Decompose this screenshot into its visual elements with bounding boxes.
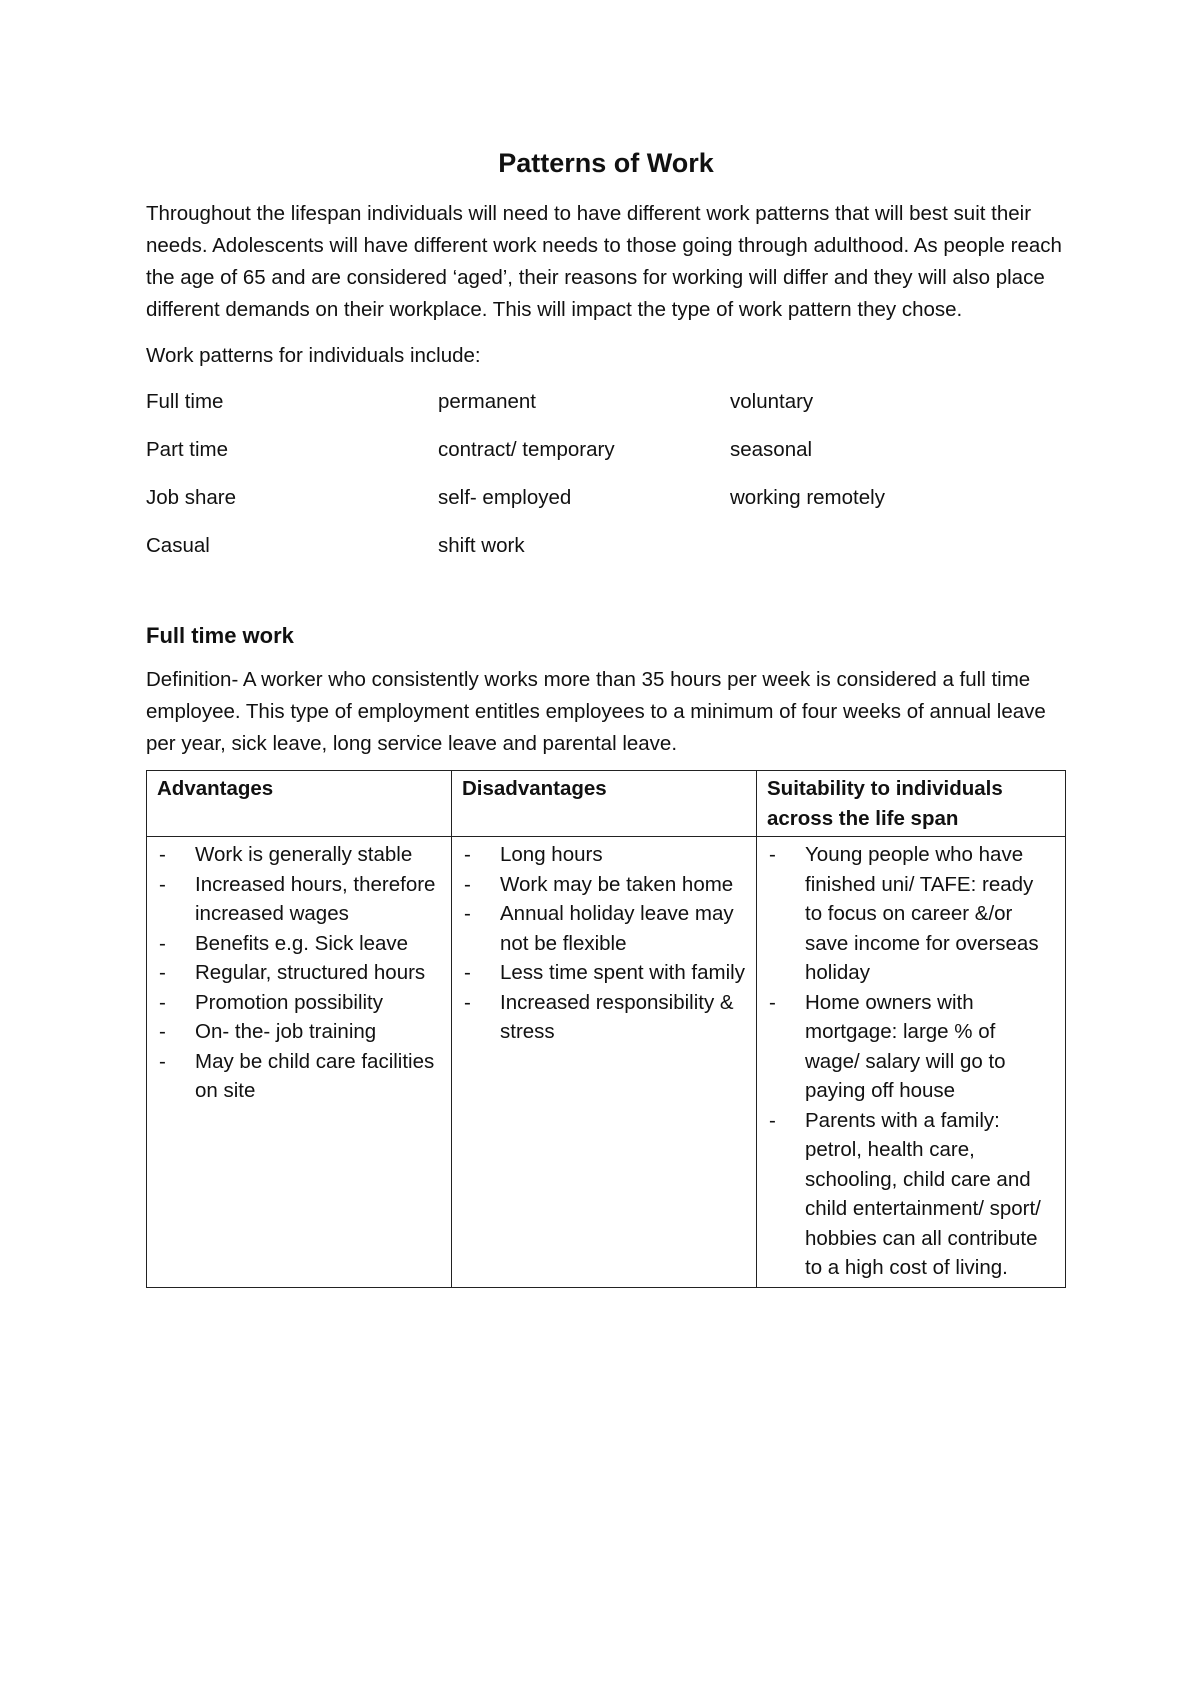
advantages-list (155, 840, 441, 1106)
list-item: - On- the- job training (155, 1017, 441, 1047)
pattern-item: voluntary (730, 390, 814, 413)
list-item: - Increased hours, therefore increased wages (155, 870, 441, 929)
list-item: - Annual holiday leave may not be flexible (460, 899, 746, 958)
work-patterns-grid (146, 386, 1066, 562)
list-item: - Increased responsibility & stress (460, 988, 746, 1047)
intro-paragraph: Throughout the lifespan individuals will need to have different work patterns that will best suit their needs. Adolescents will have different work needs to those going through adulthood. As people reach the age of 65 and are considered ‘aged’, their reasons for working will differ and they will also place different demands on their workplace. This will impact the type of work pattern they chose. (146, 202, 1062, 321)
disadvantages-cell (452, 837, 757, 1288)
list-item: - Home owners with mortgage: large % of wage/ salary will go to paying off house (765, 988, 1055, 1106)
page-title: Patterns of Work (498, 148, 714, 178)
pattern-item: Full time (146, 390, 224, 413)
list-item: - Benefits e.g. Sick leave (155, 929, 441, 959)
list-item: - Work may be taken home (460, 870, 746, 900)
list-item: - May be child care facilities on site (155, 1047, 441, 1106)
pattern-item: Casual (146, 534, 210, 557)
pattern-item: contract/ temporary (438, 438, 615, 461)
header-advantages: Advantages (147, 771, 452, 837)
pattern-item: Job share (146, 486, 237, 509)
suitability-cell (757, 837, 1066, 1288)
full-time-table (146, 770, 1066, 1288)
list-item: - Young people who have finished uni/ TAFE: ready to focus on career &/or save income for overseas holiday (765, 840, 1055, 988)
pattern-item (730, 530, 1022, 562)
work-patterns-intro: Work patterns for individuals include: (146, 344, 481, 367)
full-time-definition: Definition- A worker who consistently works more than 35 hours per week is considered a full time employee. This type of employment entitles employees to a minimum of four weeks of annual leave per year, sick leave, long service leave and parental leave. (146, 668, 1046, 755)
disadvantages-list (460, 840, 746, 1047)
list-item: - Work is generally stable (155, 840, 441, 870)
pattern-item: shift work (438, 534, 525, 557)
pattern-item: Part time (146, 438, 229, 461)
table-header-row (147, 771, 1066, 837)
list-item: - Less time spent with family (460, 958, 746, 988)
pattern-item: seasonal (730, 438, 813, 461)
document-content (146, 146, 1066, 1288)
pattern-item: working remotely (730, 486, 885, 509)
advantages-cell (147, 837, 452, 1288)
list-item: - Promotion possibility (155, 988, 441, 1018)
header-suitability: Suitability to individuals across the life span (757, 771, 1066, 837)
pattern-item: self- employed (438, 486, 572, 509)
table-row (147, 837, 1066, 1288)
section-heading-full-time: Full time work (146, 623, 294, 648)
header-disadvantages: Disadvantages (452, 771, 757, 837)
list-item: - Long hours (460, 840, 746, 870)
list-item: - Parents with a family: petrol, health care, schooling, child care and child entertainment/ sport/ hobbies can all contribute to a high cost of living. (765, 1106, 1055, 1283)
suitability-list (765, 840, 1055, 1283)
pattern-item: permanent (438, 390, 537, 413)
list-item: - Regular, structured hours (155, 958, 441, 988)
